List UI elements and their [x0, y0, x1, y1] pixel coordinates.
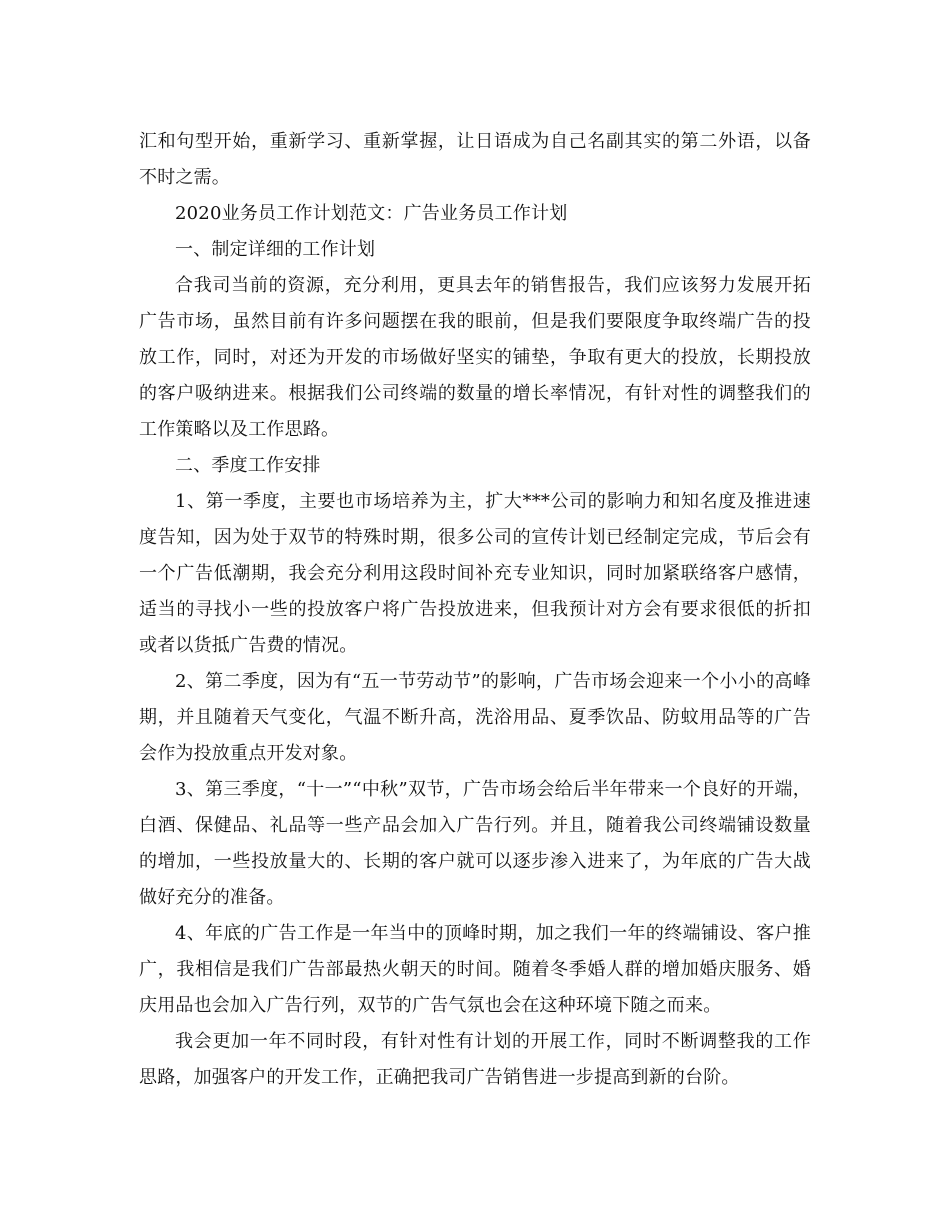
heading-quarterly-arrangement: 二、季度工作安排 [175, 455, 321, 476]
paragraph-year-end: 4、年底的广告工作是一年当中的顶峰时期，加之我们一年的终端铺设、客户推广，我相信是我们广告部最热火朝天的时间。随着冬季婚人群的增加婚庆服务、婚庆用品也会加入广告行列，双节的广告气氛也会在这种环境下随之而来。 [139, 923, 811, 1016]
paragraph-third-quarter: 3、第三季度，“十一”“中秋”双节，广告市场会给后半年带来一个良好的开端，白酒、保健品、礼品等一些产品会加入广告行列。并且，随着我公司终端铺设数量的增加，一些投放量大的、长期的客户就可以逐步渗入进来了，为年底的广告大战做好充分的准备。 [139, 779, 811, 908]
section-title: 2020业务员工作计划范文：广告业务员工作计划 [175, 203, 568, 224]
paragraph-plan-body: 合我司当前的资源，充分利用，更具去年的销售报告，我们应该努力发展开拓广告市场，虽然目前有许多问题摆在我的眼前，但是我们要限度争取终端广告的投放工作，同时，对还为开发的市场做好坚实的铺垫，争取有更大的投放，长期投放的客户吸纳进来。根据我们公司终端的数量的增长率情况，有针对性的调整我们的工作策略以及工作思路。 [139, 275, 811, 440]
paragraph-first-quarter: 1、第一季度，主要也市场培养为主，扩大***公司的影响力和知名度及推进速度告知，因为处于双节的特殊时期，很多公司的宣传计划已经制定完成，节后会有一个广告低潮期，我会充分利用这段时间补充专业知识，同时加紧联络客户感情，适当的寻找小一些的投放客户将广告投放进来，但我预计对方会有要求很低的折扣或者以货抵广告费的情况。 [139, 491, 811, 656]
paragraph-continuation: 汇和句型开始，重新学习、重新掌握，让日语成为自己名副其实的第二外语，以备不时之需。 [139, 131, 811, 188]
paragraph-closing: 我会更加一年不同时段，有针对性有计划的开展工作，同时不断调整我的工作思路，加强客户的开发工作，正确把我司广告销售进一步提高到新的台阶。 [139, 1031, 811, 1088]
document-body [139, 124, 811, 1096]
heading-detailed-plan: 一、制定详细的工作计划 [175, 239, 376, 260]
paragraph-second-quarter: 2、第二季度，因为有“五一节劳动节”的影响，广告市场会迎来一个小小的高峰期，并且随着天气变化，气温不断升高，洗浴用品、夏季饮品、防蚊用品等的广告会作为投放重点开发对象。 [139, 671, 811, 764]
